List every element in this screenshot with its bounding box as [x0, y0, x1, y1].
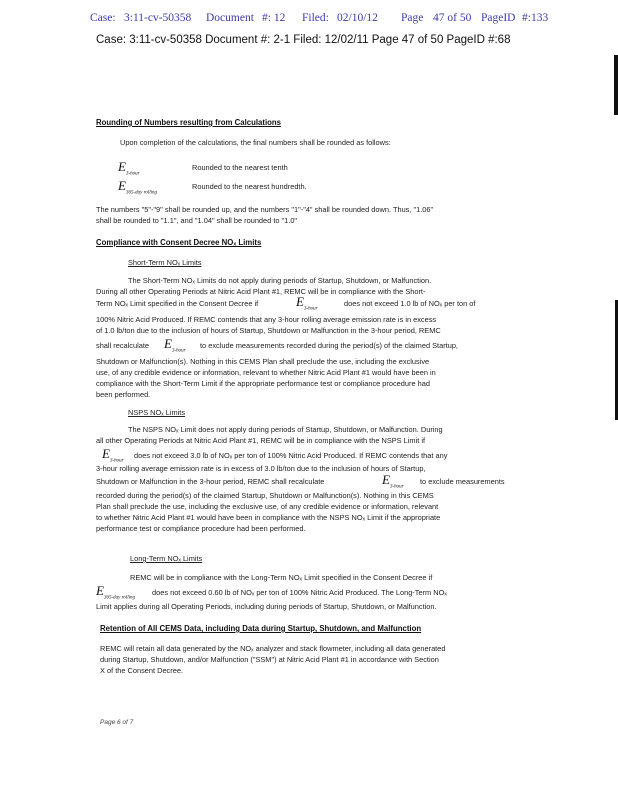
- short-term-line: does not exceed 1.0 lb of NOₓ per ton of: [344, 299, 476, 308]
- short-term-line: to exclude measurements recorded during the period(s) of the claimed Startup,: [200, 341, 458, 350]
- short-term-line: compliance with the Short-Term Limit if the appropriate performance test or compliance procedure had: [96, 379, 430, 388]
- nsps-line: performance test or compliance procedure had been performed.: [96, 524, 306, 533]
- rounding-heading: Rounding of Numbers resulting from Calculations: [96, 118, 281, 127]
- short-term-line: During all other Operating Periods at Nitric Acid Plant #1, REMC will be in compliance with the Short-: [96, 287, 426, 296]
- nsps-line: Plan shall preclude the use, including the exclusive use, of any credible evidence or information, relevant: [96, 502, 439, 511]
- short-term-line: been performed.: [96, 390, 151, 399]
- e-365day-symbol: $E_{365-day rolling}$: [96, 583, 136, 601]
- e-3hour-symbol: $E_{3-hour}$: [296, 294, 318, 312]
- rounding-note-line: shall be rounded to "1.1", and "1.04" shall be rounded to "1.0": [96, 216, 298, 225]
- exhibit-header: Case: 3:11-cv-50358 Document #: 2-1 Filed: 12/02/11 Page 47 of 50 PageID #:68: [96, 34, 511, 46]
- short-term-line: 100% Nitric Acid Produced. If REMC contends that any 3-hour rolling average emission rate is in excess: [96, 315, 437, 324]
- e-3hour-symbol: $E_{3-hour}$: [118, 159, 140, 177]
- short-term-title: Short-Term NOₓ Limits: [128, 258, 202, 267]
- stamp-document-label: Document: [206, 12, 254, 24]
- stamp-document-number: #: 12: [262, 12, 286, 24]
- nsps-line: does not exceed 3.0 lb of NOₓ per ton of 100% Nitric Acid Produced. If REMC contends that any: [134, 451, 448, 460]
- scan-edge-mark: [614, 55, 618, 115]
- short-term-line: The Short-Term NOₓ Limits do not apply during periods of Startup, Shutdown, or Malfunction.: [128, 276, 432, 285]
- e-3hour-symbol: $E_{3-hour}$: [164, 336, 186, 354]
- compliance-heading: Compliance with Consent Decree NOₓ Limits: [96, 238, 262, 247]
- long-term-line: does not exceed 0.60 lb of NOₓ per ton of 100% Nitric Acid Produced. The Long-Term NOₓ: [152, 588, 447, 597]
- rounding-rule-1: Rounded to the nearest tenth: [192, 163, 288, 172]
- nsps-line: all other Operating Periods at Nitric Acid Plant #1, REMC will be in compliance with the NSPS Limit if: [96, 436, 426, 445]
- rounding-rule-2: Rounded to the nearest hundredth.: [192, 182, 307, 191]
- nsps-line: 3-hour rolling average emission rate is in excess of 3.0 lb/ton due to the inclusion of hours of Startup,: [96, 464, 426, 473]
- stamp-pageid-number: #:133: [522, 12, 549, 24]
- retention-line: REMC will retain all data generated by the NOₓ analyzer and stack flowmeter, including all data generated: [100, 644, 446, 653]
- short-term-line: shall recalculate: [96, 341, 149, 350]
- long-term-line: Limit applies during all Operating Periods, including during periods of Startup, Shutdown, or Malfunction.: [96, 602, 437, 611]
- stamp-pageid-label: PageID: [481, 12, 516, 24]
- stamp-page-number: 47 of 50: [433, 12, 472, 24]
- e-365day-symbol: $E_{365-day rolling}$: [118, 178, 158, 196]
- rounding-intro: Upon completion of the calculations, the final numbers shall be rounded as follows:: [120, 138, 391, 147]
- nsps-title: NSPS NOₓ Limits: [128, 408, 186, 417]
- e-3hour-symbol: $E_{3-hour}$: [382, 472, 404, 490]
- page-footer: Page 6 of 7: [100, 719, 134, 726]
- short-term-line: Term NOₓ Limit specified in the Consent Decree if: [96, 299, 259, 308]
- long-term-line: REMC will be in compliance with the Long-Term NOₓ Limit specified in the Consent Decree if: [130, 573, 433, 582]
- rounding-note-line: The numbers "5"-"9" shall be rounded up, and the numbers "1"-"4" shall be rounded down. Thus, "1.06": [96, 205, 434, 214]
- nsps-line: recorded during the period(s) of the claimed Startup, Shutdown or Malfunction(s). Nothing in this CEMS: [96, 491, 434, 500]
- retention-line: X of the Consent Decree.: [100, 666, 183, 675]
- retention-line: during Startup, Shutdown, and/or Malfunction ("SSM") at Nitric Acid Plant #1 in accordance with Section: [100, 655, 439, 664]
- stamp-filed-date: 02/10/12: [337, 12, 378, 24]
- stamp-page-label: Page: [401, 12, 424, 24]
- short-term-line: use, of any credible evidence or information, relevant to whether Nitric Acid Plant #1 would have been in: [96, 368, 436, 377]
- nsps-line: to whether Nitric Acid Plant #1 would have been in compliance with the NSPS NOₓ Limit if the appropriate: [96, 513, 441, 522]
- e-3hour-symbol: $E_{3-hour}$: [102, 446, 124, 464]
- long-term-title: Long-Term NOₓ Limits: [130, 554, 203, 563]
- stamp-case-label: Case:: [90, 12, 116, 24]
- short-term-line: Shutdown or Malfunction(s). Nothing in this CEMS Plan shall preclude the use, including the exclusive: [96, 357, 430, 366]
- short-term-line: of 1.0 lb/ton due to the inclusion of hours of Startup, Shutdown or Malfunction in the 3-hour period, REMC: [96, 326, 441, 335]
- stamp-case-number: 3:11-cv-50358: [124, 12, 192, 24]
- nsps-line: to exclude measurements: [420, 477, 505, 486]
- nsps-line: Shutdown or Malfunction in the 3-hour period, REMC shall recalculate: [96, 477, 325, 486]
- stamp-filed-label: Filed:: [302, 12, 329, 24]
- nsps-line: The NSPS NOₓ Limit does not apply during periods of Startup, Shutdown, or Malfunction. During: [128, 425, 443, 434]
- retention-heading: Retention of All CEMS Data, including Data during Startup, Shutdown, and Malfunction: [100, 624, 422, 633]
